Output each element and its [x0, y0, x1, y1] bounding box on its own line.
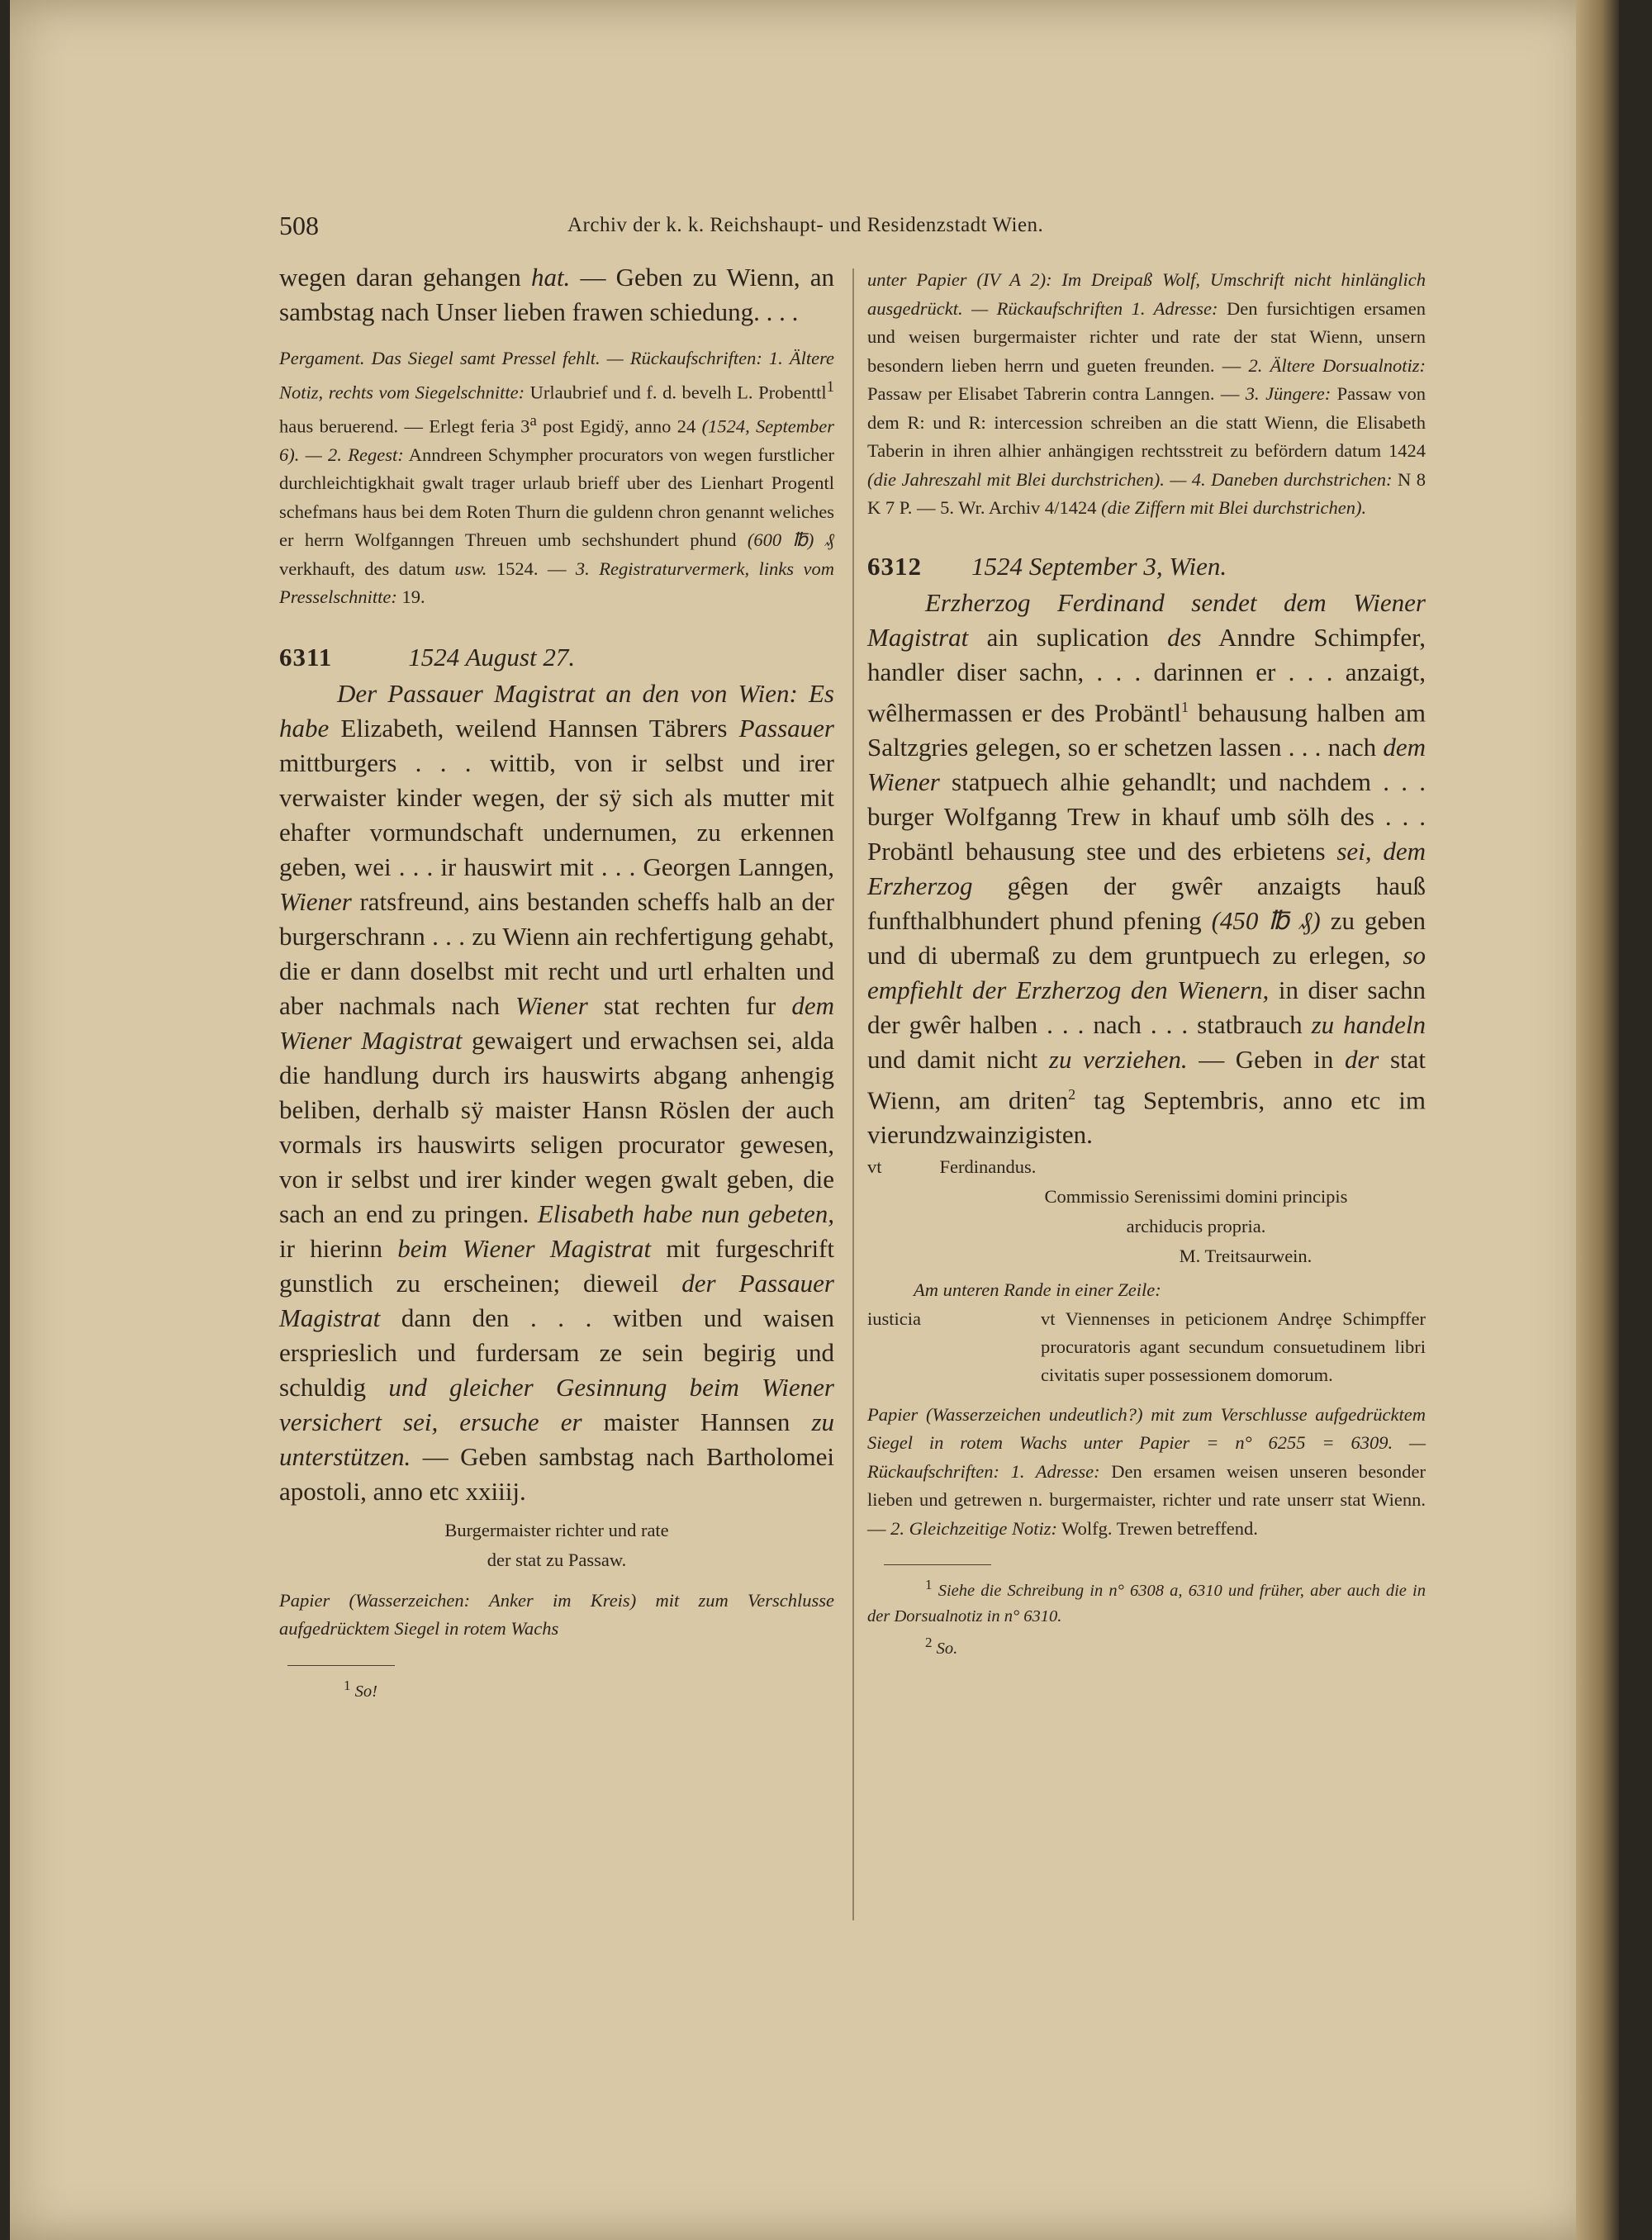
- commissio-line: archiducis propria.: [1126, 1216, 1266, 1237]
- left-column: [279, 260, 834, 1704]
- signature-line: Burgermaister richter und rate: [444, 1519, 669, 1540]
- previous-entry-note: Pergament. Das Siegel samt Pressel fehlt. — Rückaufschriften: 1. Ältere Notiz, rechts vom Siegelschnitte: Urlaubrief und f. d. bevelh L. Probenttl$^1$ haus beruerend. — Erlegt feria 3$^a$ post Egidӱ, anno 24 (1524, September 6). — 2. Regest: Anndreen Schympher procurators von wegen furstlicher durchleichtigkhait gwalt trager urlaub brieff uber des Lienhart Progentl schefmans haus bei dem Roten Thurn die guldenn chron genannt weliches er herrn Wolfganngen Threuen umb sechshundert phund (600 ℔) ₰ verkhauft, des datum usw. 1524. — 3. Registraturvermerk, links vom Presselschnitte: 19.: [279, 348, 835, 607]
- page-header: [10, 211, 1619, 244]
- running-head: Archiv der k. k. Reichshaupt- und Residenzstadt Wien.: [567, 214, 1044, 236]
- footnote-rule: [884, 1564, 991, 1565]
- continued-text: wegen daran gehangen hat. — Geben zu Wienn, an sambstag nach Unser lieben frawen schiedung. . . .: [279, 263, 834, 326]
- commissio-block: [867, 1182, 1426, 1271]
- footnote-rule: [287, 1665, 395, 1666]
- margin-value: vt Viennenses in peticionem Andrȩe Schimpffer procuratoris agant secundum consuetudinem libri civitatis super possessionem domorum.: [1041, 1307, 1426, 1385]
- footnote: $^1$ Siehe die Schreibung in n° 6308 a, 6310 und früher, aber auch die in der Dorsualnotiz in n° 6310.: [867, 1577, 1426, 1625]
- margin-key: iusticia: [867, 1307, 921, 1329]
- entry-6312-text: Erzherzog Ferdinand sendet dem Wiener Magistrat ain suplication des Anndre Schimpfer, handler diser sachn, . . . darinnen er . . . anzaigt, wêlhermassen er des Probäntl$^1$ behausung halben am Saltzgries gelegen, so er schetzen lassen . . . nach dem Wiener statpuech alhie gehandlt; und nachdem . . . burger Wolfganng Trew in khauf umb sölh des . . . Probäntl behausung stee und des erbietens sei, dem Erzherzog gêgen der gwêr anzaigts hauß funfthalbhundert phund pfening (450 ℔ ₰) zu geben und di ubermaß zu dem gruntpuech zu erlegen, so empfiehlt der Erzherzog den Wienern, in diser sachn der gwêr halben . . . nach . . . statbrauch zu handeln und damit nicht zu verziehen. — Geben in der stat Wienn, am driten$^2$ tag Septembris, anno etc im vierundzwainzigisten.: [867, 587, 1427, 1150]
- entry-6311-heading: [279, 638, 834, 676]
- signature-line: der stat zu Passaw.: [487, 1549, 627, 1570]
- commissio-line: Commissio Serenissimi domini principis: [1044, 1186, 1348, 1208]
- entry-6312-heading: [867, 548, 1426, 586]
- entry-number: 6311: [279, 642, 333, 672]
- footnote: $^2$ So.: [925, 1634, 958, 1658]
- paper-note: Papier (Wasserzeichen undeutlich?) mit zum Verschlusse aufgedrücktem Siegel in rotem Wachs unter Papier = n° 6255 = 6309. — Rückaufschriften: 1. Adresse: Den ersamen weisen unseren besonder lieben und getrewen n. burgermaister, richter und rate unserr stat Wienn. — 2. Gleichzeitige Notiz: Wolfg. Trewen betreffend.: [867, 1403, 1427, 1539]
- entry-number: 6312: [867, 551, 922, 581]
- column-divider: [852, 268, 854, 1920]
- signature-block: [279, 1516, 834, 1575]
- margin-label: Am unteren Rande in einer Zeile:: [914, 1279, 1161, 1301]
- vt-ferdinandus: vt Ferdinandus.: [867, 1156, 1037, 1178]
- entry-date: 1524 September 3, Wien.: [971, 551, 1227, 581]
- margin-note: [867, 1305, 1426, 1389]
- book-page: [10, 0, 1619, 2240]
- paper-note: Papier (Wasserzeichen: Anker im Kreis) mit zum Verschlusse aufgedrücktem Siegel in rotem Wachs: [279, 1589, 834, 1639]
- commissio-signer: M. Treitsaurwein.: [1179, 1246, 1313, 1267]
- entry-date: 1524 August 27.: [408, 642, 576, 672]
- page-number: 508: [279, 211, 319, 240]
- footnote: $^1$ So!: [344, 1677, 377, 1701]
- book-spine: [1576, 0, 1619, 2240]
- continued-note: unter Papier (IV A 2): Im Dreipaß Wolf, Umschrift nicht hinlänglich ausgedrückt. — Rückaufschriften 1. Adresse: Den fursichtigen ersamen und weisen burgermaister richter und rate der stat Wienn, unsern besondern lieben herrn und gueten freunden. — 2. Ältere Dorsualnotiz: Passaw per Elisabet Tabrerin contra Lanngen. — 3. Jüngere: Passaw von dem R: und R: intercession schreiben an die statt Wienn, die Elisabeth Taberin in ihren alhier anhängigen rechtsstreit zu befördern datum 1424 (die Jahreszahl mit Blei durchstrichen). — 4. Daneben durchstrichen: N 8 K 7 P. — 5. Wr. Archiv 4/1424 (die Ziffern mit Blei durchstrichen).: [867, 269, 1427, 518]
- right-column: [867, 266, 1426, 1662]
- entry-6311-text: Der Passauer Magistrat an den von Wien: Es habe Elizabeth, weilend Hannsen Täbrers Passauer mittburgers . . . wittib, von ir selbst und irer verwaister kinder wegen, der sӱ sich als mutter mit ehafter vormundschaft undernumen, zu erkennen geben, wei . . . ir hauswirt mit . . . Georgen Lanngen, Wiener ratsfreund, ains bestanden scheffs halb an der burgerschrann . . . zu Wienn ain rechfertigung gehabt, die er dann doselbst mit recht und urtl erhalten und aber nachmals nach Wiener stat rechten fur dem Wiener Magistrat gewaigert und erwachsen sei, alda die handlung durch irs hauswirts abgang anhengig beliben, derhalb sӱ maister Hansn Röslen der auch vormals irs hauswirts seligen procurator gewesen, von ir selbst und irer kinder wegen gwalt geben, die sach an end zu pringen. Elisabeth habe nun gebeten, ir hierinn beim Wiener Magistrat mit furgeschrift gunstlich zu erscheinen; dieweil der Passauer Magistrat dann den . . . witben und waisen erspriеslich und furdersam ze sein begirig und schuldig und gleicher Gesinnung beim Wiener versichert sei, ersuche er maister Hannsen zu unterstützen. — Geben sambstag nach Bartholomei apostoli, anno etc xxiiij.: [279, 678, 835, 1506]
